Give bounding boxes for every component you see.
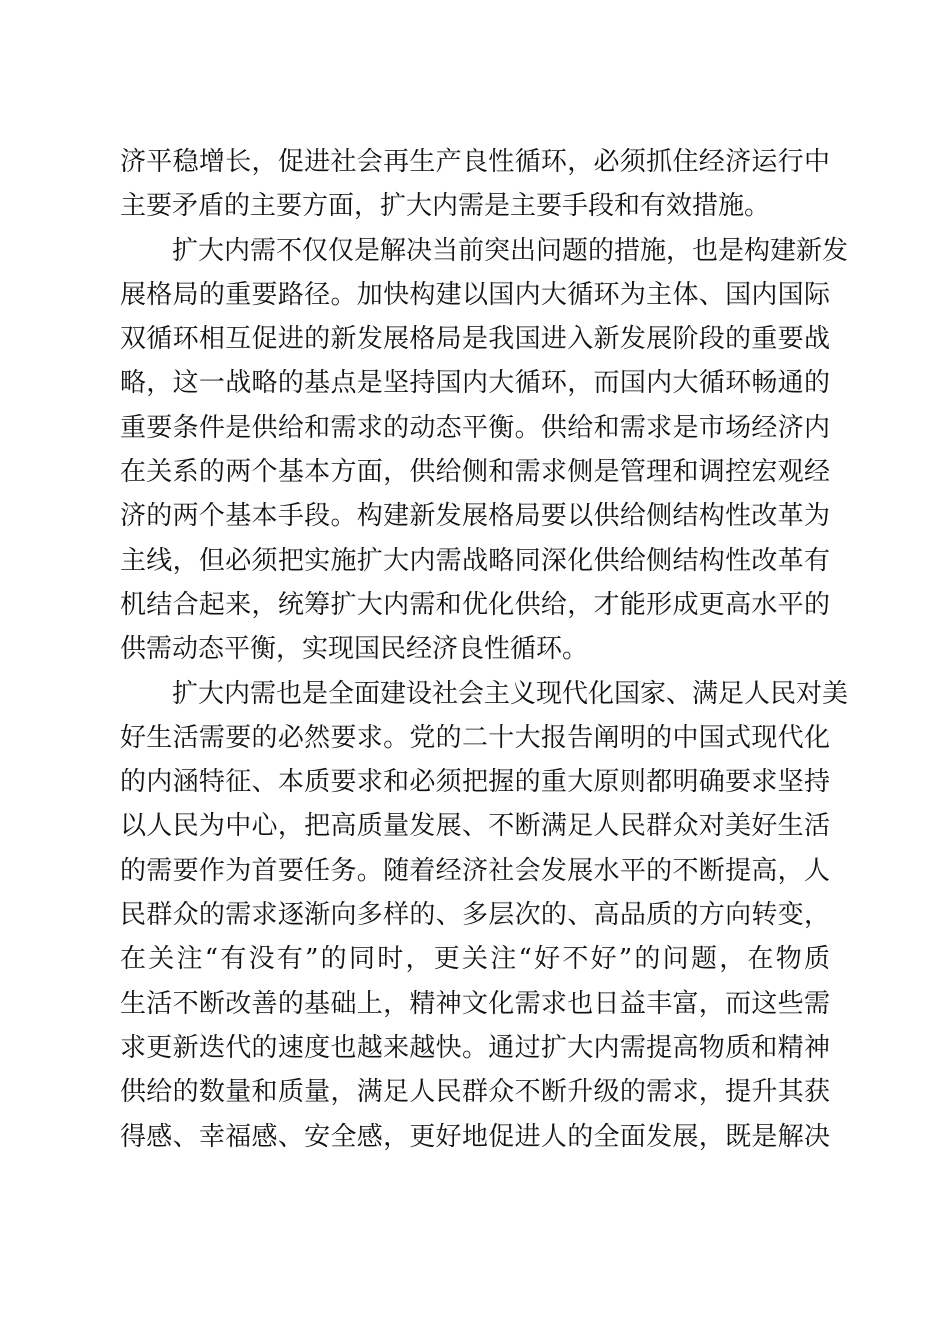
body-text	[120, 140, 849, 1159]
text-line: 主要矛盾的主要方面，扩大内需是主要手段和有效措施。	[120, 191, 771, 222]
text-line: 民群众的需求逐渐向多样的、多层次的、高品质的方向转变，	[120, 900, 830, 931]
text-line: 略，这一战略的基点是坚持国内大循环，而国内大循环畅通的	[120, 368, 830, 399]
text-line: 生活不断改善的基础上，精神文化需求也日益丰富，而这些需	[120, 988, 830, 1019]
text-line: 机结合起来，统筹扩大内需和优化供给，才能形成更高水平的	[120, 589, 830, 620]
text-line: 在关系的两个基本方面，供给侧和需求侧是管理和调控宏观经	[120, 457, 830, 488]
paragraph-start-line: 扩大内需也是全面建设社会主义现代化国家、满足人民对美	[120, 678, 849, 709]
text-line: 好生活需要的必然要求。党的二十大报告阐明的中国式现代化	[120, 722, 830, 753]
text-line: 以人民为中心，把高质量发展、不断满足人民群众对美好生活	[120, 811, 830, 842]
text-line: 供给的数量和质量，满足人民群众不断升级的需求，提升其获	[120, 1077, 830, 1108]
text-line: 展格局的重要路径。加快构建以国内大循环为主体、国内国际	[120, 279, 830, 310]
text-line: 的内涵特征、本质要求和必须把握的重大原则都明确要求坚持	[120, 767, 830, 798]
text-line: 供需动态平衡，实现国民经济良性循环。	[120, 634, 589, 665]
text-line: 主线，但必须把实施扩大内需战略同深化供给侧结构性改革有	[120, 545, 830, 576]
paragraph-start-line: 扩大内需不仅仅是解决当前突出问题的措施，也是构建新发	[120, 235, 849, 266]
text-line: 在关注“有没有”的同时，更关注“好不好”的问题，在物质	[120, 944, 830, 975]
text-line: 济平稳增长，促进社会再生产良性循环，必须抓住经济运行中	[120, 147, 830, 177]
text-line: 济的两个基本手段。构建新发展格局要以供给侧结构性改革为	[120, 501, 830, 532]
text-line: 的需要作为首要任务。随着经济社会发展水平的不断提高，人	[120, 855, 830, 886]
text-line: 双循环相互促进的新发展格局是我国进入新发展阶段的重要战	[120, 324, 830, 355]
text-line: 求更新迭代的速度也越来越快。通过扩大内需提高物质和精神	[120, 1032, 830, 1063]
text-line: 重要条件是供给和需求的动态平衡。供给和需求是市场经济内	[120, 412, 830, 443]
text-line: 得感、幸福感、安全感，更好地促进人的全面发展，既是解决	[120, 1121, 830, 1152]
